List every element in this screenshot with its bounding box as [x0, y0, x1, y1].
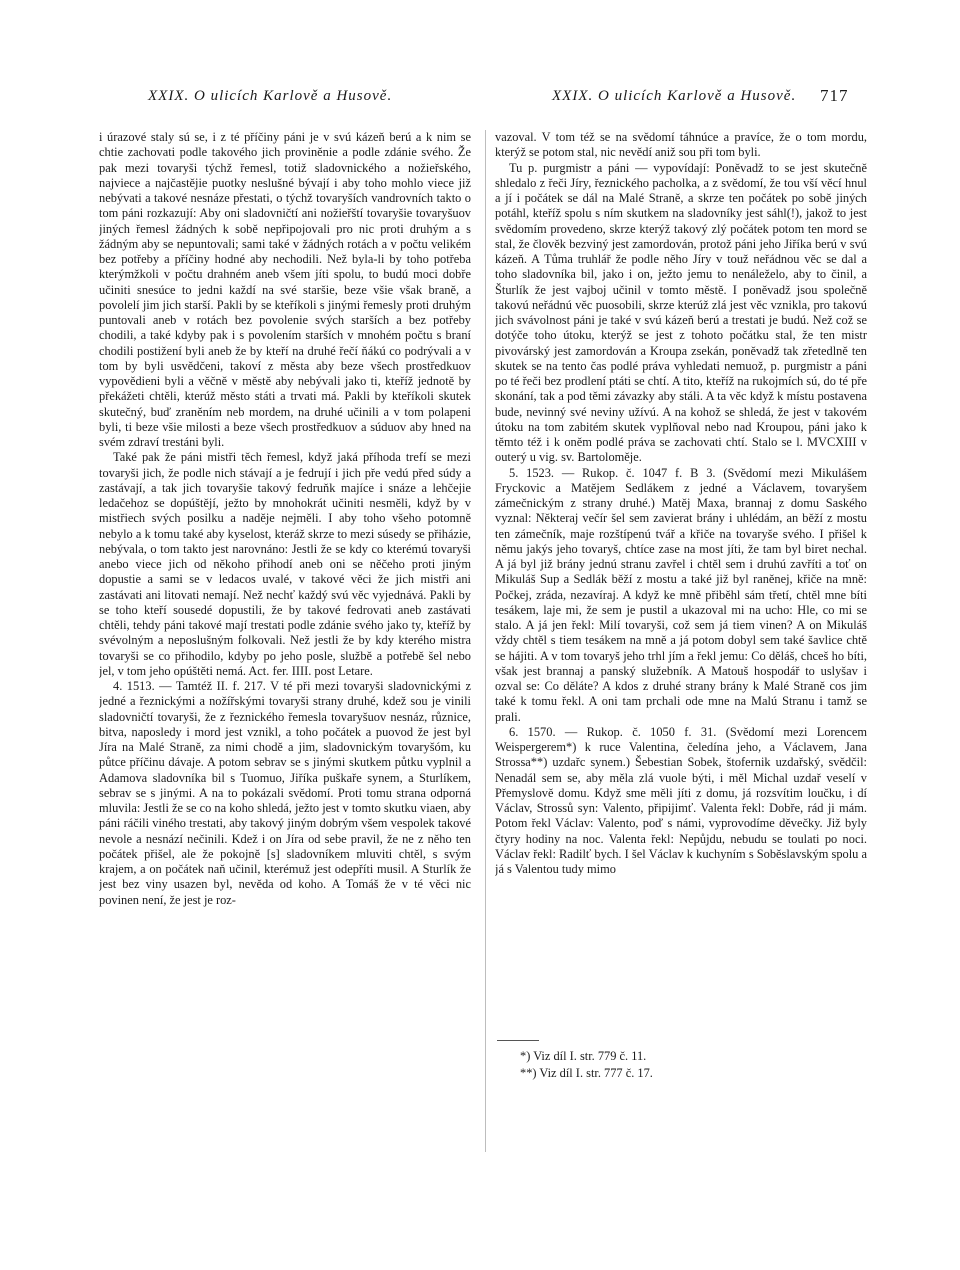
running-title-right: XXIX. O ulicích Karlově a Husově.: [552, 88, 797, 104]
paragraph: vazoval. V tom též se na svědomí táhnúce a pravíce, že o tom mordu, kterýž se potom stal, nic nevědí aniž sou při tom byli.: [495, 130, 867, 160]
paragraph: i úrazové staly sú se, i z té příčiny páni je v svú kázeň berú a k nim se chtie zachovati podle takového jich proviněnie a podle zdánie svého. Že pak mezi tovaryši týchž řemesl, totiž sladovnického a nožieřského, najviece a najčastějie puotky neslušné bývají i aby toho mohlo viece již nebývati a takové nesnáze přestati, o týchž tovaryších vandrovních takto o tom páni rozkazují: Aby oni sladovničtí ani nožieřští tovaryšie tovaryšuov jiných řemesl žádných k sobě nepřipojovali pro nic proti druhým a s žádným aby se nepuntovali; sami také v žádných rotách a v počtu velikém bez potřeby a příčiny hodné aby nechodili. Než byla-li by toho potřeba kterýmžkoli v počtu drahném aneb všem jíti spolu, to budú moci dobře učiniti snesúce to jedni každí na své staršie, beze všie však braně, a povolelí jim jich starší. Pakli by se kteříkoli s jinými řemesly proti druhým puntovali aneb v rotách bez povolenie svých starších a bez potřeby chodili, a také kdyby pak i s povolením starších v mnohém počtu s braní chodili postižení byli aneb že by kteří na druhé řečí ňákú co podrývali a v tom by byli usvědčeni, takoví z města aby beze všech prostředkuov vypovědieni byli a věčně v městě aby nebývali jako ti, kteříž jednotě by překážeti chtěli, kterúž město státi a trvati má. Pakli by kteříkoli skutek skutečný, buď zraněním neb mordem, na druhé učinili a v tom polapeni byli, ti beze všie milosti a beze všech prostředkuov a súduov aby hned na svém zdraví trestáni byli.: [99, 130, 471, 449]
page-header: [0, 88, 960, 112]
footnote: **) Viz díl I. str. 777 č. 17.: [520, 1066, 653, 1080]
left-column: [99, 130, 471, 1158]
footnote: *) Viz díl I. str. 779 č. 11.: [520, 1049, 647, 1063]
paragraph: Také pak že páni mistři těch řemesl, když jaká příhoda trefí se mezi tovaryši jich, že podle nich stávají a je fedrují i jich pře vedú před súdy a zastávají, a tak jich tovaryšie takový fedruňk majíce i snáze a lehčejie ledačehoz se dopúštějí, ježto by mnohokrát učiniti nesměli, když by v mistřiech svých posilku a naděje nejměli. I aby toho všeho potomně nebylo a k tomu také aby kyselost, kteráž skrze to mezi súsedy se přiházie, nebývala, o tom takto jest narovnáno: Jestli že se kdy co kterémú tovaryši anebo viece jich od někoho přihodí aneb oni se něčeho proti jiným dopustie a sami se v ledacos uvalé, v takové věci že jich mistři ani zastávati ani litovati nemají. Než nechť každý svú věc vyjednává. Pakli by se toho kteří sousedé dopustili, že by takové fedrovati aneb zastávati chtěli, tehdy páni takové mají trestati podle zdánie svého jako ty, kteříž by svévolným a neposlušným folkovali. Než jestli že by kdy kterého mistra tovaryši se co přihodilo, kdyby po jeho posle, službě a potřebě šel nebo jel, v tom jeho opúštěti nemá. Act. fer. IIII. post Letare.: [99, 450, 471, 678]
column-divider: [485, 130, 486, 1152]
paragraph: Tu p. purgmistr a páni — vypovídají: Poněvadž to se jest skutečně shledalo z řeči Jíry, řeznického pacholka, a z svědomí, že tou vší věcí hnul a jí i počátek se dál na Malé Straně, a skrze ten počátek po sobě jiných potáhl, kteříž spolu s ním skutkem na sladovníky jest sáhl(!), jakož to jest svědomím provedeno, skrze kterýž takový zlý počátek potom ten mord se stal, že člověk bezviný jest zamordován, protož páni jeho Jiříka berú v svú kázeň. A Tůma truhlář že podle něho Jíry v touž neřádnou věc se dal a toho sladovníka bil, jako i on, ježto jemu to nenáleželo, aby to činil, a Šturlík že jest vajboj učinil v tomto městě. I poněvadž jsou společně takovú neřádnú věc puosobili, skrze kterúž zlá jest věc vznikla, pro takovú jich svávolnost páni je také v svú kázeň berú a trestati je budú. Než což se dotýče toho útoku, kterýž se jest z tohoto počátku stal, že ten mistr pivovárský jest zamordován a Kroupa zsekán, poněvadž tak zřetedlně ten skutek se na tento čas podlé práva vyhledati nemuož, p. purgmistr a páni po té řeči bez prodlení ptáti se chtí. A tito, kteříž na rukojmích sú, do té pře skonání, tak a pod těmi závazky aby stáli. A ta věc když k místu postavena bude, nevinný své neviny užívú. A na kohož se shledá, že jest v takovém útoku na tom zabitém skutek vyplňoval nebo nad Kroupou, páni jako k těmto též i k oněm podlé práva se zachovati chtí. Stalo se l. MVCXIII v outerý u vig. sv. Bartoloměje.: [495, 160, 867, 465]
running-title-left: XXIX. O ulicích Karlově a Husově.: [148, 88, 393, 104]
footnote-separator: [497, 1040, 539, 1041]
right-column: [495, 130, 867, 1038]
paragraph: 4. 1513. — Tamtéž II. f. 217. V té při mezi tovaryši sladovnickými z jedné a řeznickými a nožířskými tovaryši strany druhé, kdež sou je vinili sladovničtí tovaryši, že z řeznického řemesla tovaryšuov nesnáz, různice, bitva, naposledy i mord jest vznikl, a toho počátek a puovod že jest byl Jíra na Malé Straně, za nimi chodě a jim, sladovnickým tovaryšóm, ku půtce příčinu dávaje. A potom sebrav se s jinými skutkem půtku vyplnil a Adamova sladovníka bil s Tuomuo, Jiříka puškaře synem, a Sturlíkem, sebrav se s jinými. A na to pokázali svědomí. Proti tomu strana odporná mluvila: Jestli že se co na koho shledá, ježto jest v tomto skutku viaen, aby páni ráčili viného trestati, aby takový jiným dobrým všem vespolek takové nevole a nesnází nečinili. Kdež i on Jíra od sebe pravil, že ne z něho ten počátek přišel, ale že pokojně [s] sladovníkem mluviti chtěl, s svým krajem, a on počátek naň učinil, kterémuž jest odepříti musil. A Sturlík že jest bez viny usazen byl, nevěda od koho. A Tomáš že v té věci nic povinen není, že jest je roz-: [99, 679, 471, 907]
paragraph: 6. 1570. — Rukop. č. 1050 f. 31. (Svědomí mezi Lorencem Weispergerem*) k ruce Valentina, čeledína jeho, a Václavem, Jana Strossa**) uzdařc synem.) Šebestian Sobek, štofernik uzdařský, svědčil: Nenadál sem se, aby měla zlá vuole býti, i měl Michal uzdař veselí v Přemyslově domu. Když sme měli jíti z domu, já rozsvítim loučku, i dí Václav, Strossů syn: Valento, připijimť. Valenta řekl: Dobře, rád ji mám. Potom řekl Václav: Valento, poď s námi, vyprovodíme děvečky. Již byly čtyry hodiny na noc. Valenta řekl: Nepůjdu, nebudu se toulati po noci. Václav řekl: Radilť bych. I šel Václav k kuchyním s Soběslavským spolu a já s Valentou tudy mimo: [495, 724, 867, 876]
footnotes: [520, 1048, 653, 1082]
paragraph: 5. 1523. — Rukop. č. 1047 f. B 3. (Svědomí mezi Mikulášem Fryckovic a Matějem Sedlákem z jedné a Václavem, tovaryšem zámečnickým z strany druhé.) Matěj Maxa, brannaj z domu Saského vyznal: Některaj večír šel sem zavierat brány i uhlédám, an běží z mostu ten zámečník, maje rozštípenú tvář a křiče na tovaryše svého. I přišel k němu jakýs jeho tovaryš, chtíce zase na most jíti, že tam byl biret nechal. A já byl již brány jednú stranu zavřel i chtěl sem i druhú zavříti a toť on Mikuláš Sup a Sedlák běží z mostu a také již byl raněnej, křiče na mně: Počkej, zráda, nezavíraj. A když ke mně přiběhl sám třetí, chtěl mne bíti tesákem, laje mi, že sem je pustil a ukazoval mi na ucho: Hle, co mi se stalo. A já jen řekl: Milí tovaryši, což sem já tiem vinen? A on Mikuláš vždy chtěl s tiem tesákem na mně a já potom dobyl sem také šavlice chtě se hájiti. A v tom tovaryš jeho trhl jím a řekl jemu: Co děláš, chceš ho bíti, však jest brannaj a panský služebník. A Matouš hospodář to uslyšav i ozval se: Co děláte? A kdos z druhé strany brány k Malé Straně cos jim také k tomu řekl. A oni tam prchali ode mne na Malú Stranu i tamž se prali.: [495, 465, 867, 724]
page-number: 717: [820, 86, 849, 105]
